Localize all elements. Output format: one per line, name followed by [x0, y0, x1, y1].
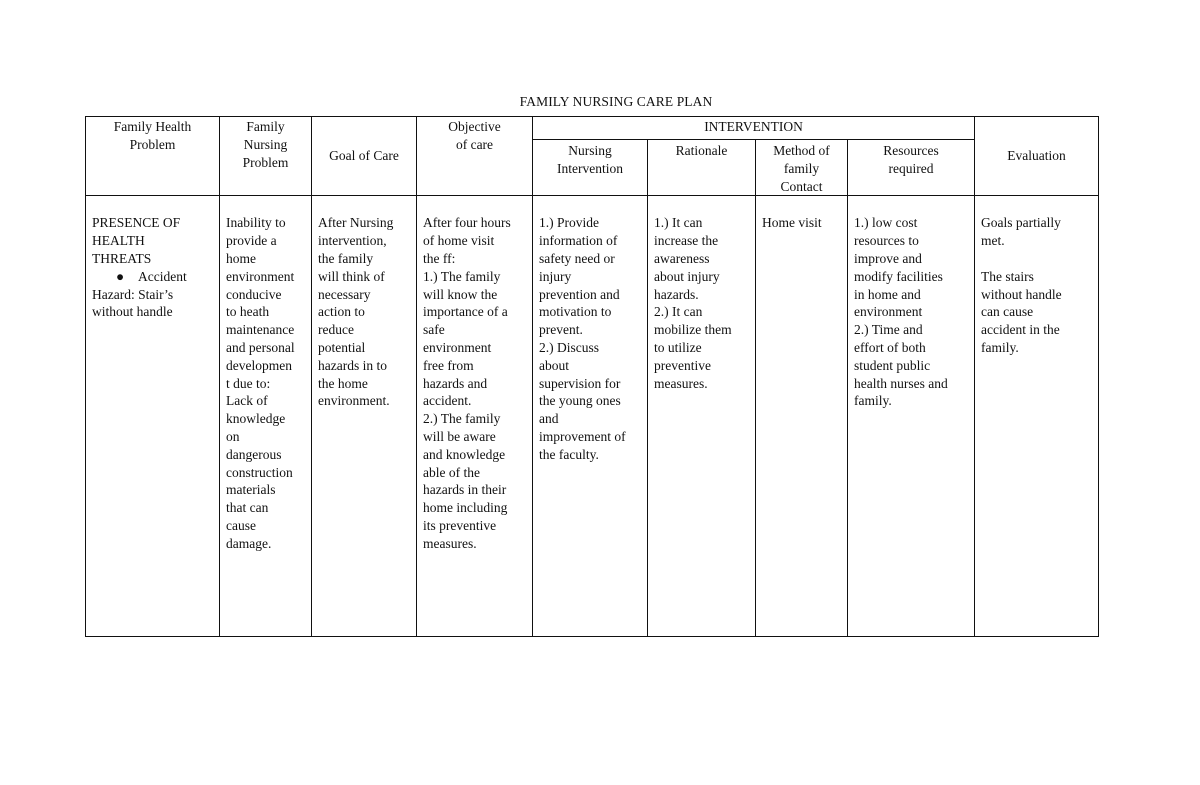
bullet-dot-icon: ● — [116, 268, 125, 284]
header-objective-of-care: Objective of care — [417, 117, 533, 196]
bullet-item — [92, 268, 215, 286]
cell-goal-of-care: After Nursing intervention, the family will think of necessary action to reduce potential hazards in to the home environment. — [312, 196, 417, 637]
header-resources-required: Resources required — [848, 140, 975, 196]
cell-family-nursing-problem: Inability to provide a home environment conducive to heath maintenance and personal developmen t due to: Lack of knowledge on dangerous construction materials that can cause damage. — [220, 196, 312, 637]
bullet-text: Accident — [138, 268, 187, 284]
care-plan-table — [85, 116, 1099, 637]
header-method-of-family-contact: Method of family Contact — [756, 140, 848, 196]
health-problem-heading: PRESENCE OF HEALTH THREATS — [92, 215, 181, 266]
document-title: FAMILY NURSING CARE PLAN — [519, 94, 713, 109]
table-row — [86, 196, 1099, 637]
cell-nursing-intervention: 1.) Provide information of safety need or injury prevention and motivation to prevent. 2.) Discuss about supervision for the young ones and improvement of the faculty. — [533, 196, 648, 637]
header-evaluation: Evaluation — [975, 117, 1099, 196]
health-problem-continuation: Hazard: Stair’s without handle — [92, 286, 174, 320]
header-goal-of-care: Goal of Care — [312, 117, 417, 196]
cell-family-health-problem — [86, 196, 220, 637]
header-family-nursing-problem: Family Nursing Problem — [220, 117, 312, 196]
cell-evaluation: Goals partially met. The stairs without handle can cause accident in the family. — [975, 196, 1099, 637]
header-intervention-group: INTERVENTION — [533, 117, 975, 140]
cell-rationale: 1.) It can increase the awareness about injury hazards. 2.) It can mobilize them to utilize preventive measures. — [648, 196, 756, 637]
header-family-health-problem: Family Health Problem — [86, 117, 220, 196]
header-nursing-intervention: Nursing Intervention — [533, 140, 648, 196]
cell-resources-required: 1.) low cost resources to improve and modify facilities in home and environment 2.) Time and effort of both student public health nurses and family. — [848, 196, 975, 637]
header-rationale: Rationale — [648, 140, 756, 196]
cell-method-of-family-contact: Home visit — [756, 196, 848, 637]
cell-objective-of-care: After four hours of home visit the ff: 1.) The family will know the importance of a safe environment free from hazards and accident. 2.) The family will be aware and knowledge able of the hazards in their home including its preventive measures. — [417, 196, 533, 637]
